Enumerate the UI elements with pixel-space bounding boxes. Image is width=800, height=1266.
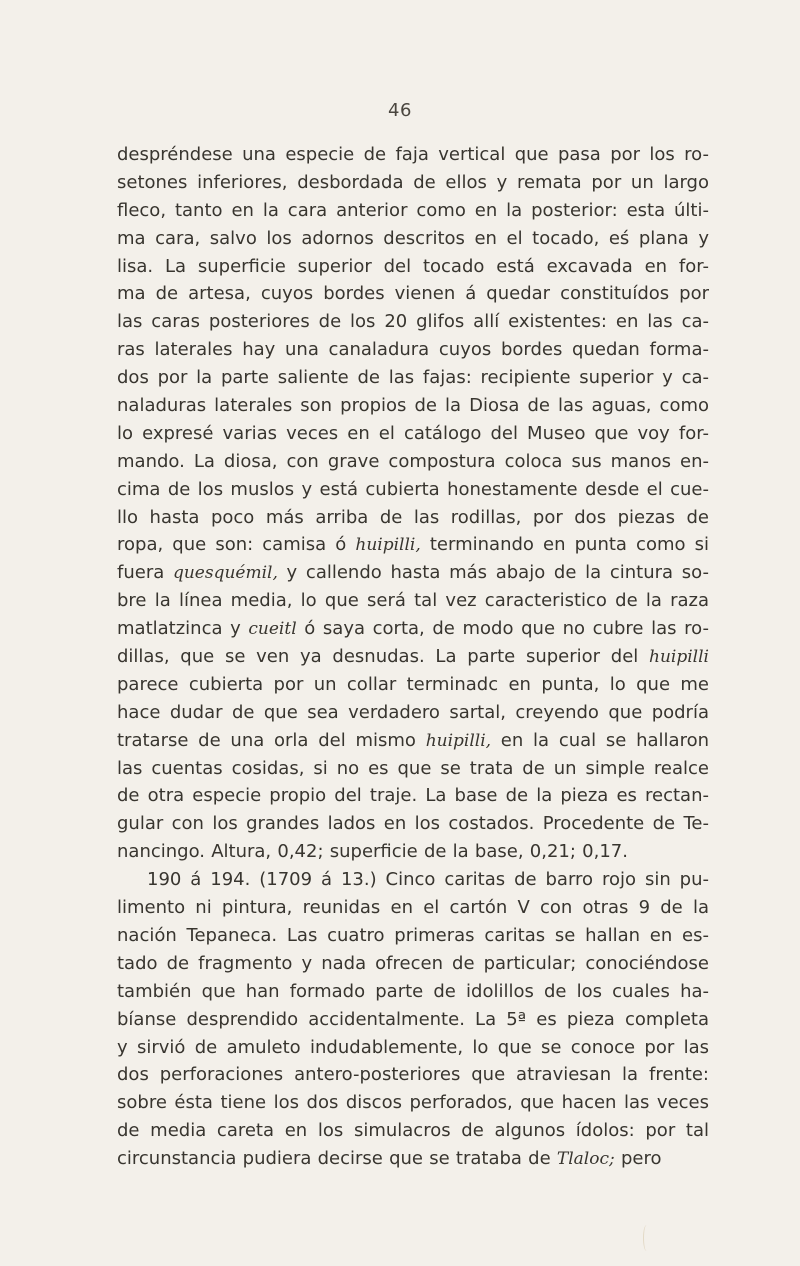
text-span: terminando en punta como si [420, 534, 709, 556]
text-span: fleco, tanto en la cara anterior como en la posterior: esta últi- [117, 199, 709, 221]
text-span: despréndese una especie de faja vertical que pasa por los ro- [117, 144, 709, 165]
text-line [117, 922, 709, 950]
text-line [117, 531, 709, 559]
text-span: las caras posteriores de los 20 glifos allí existentes: en las ca- [117, 311, 709, 333]
text-line [117, 364, 709, 392]
text-line [117, 1006, 709, 1034]
paper-stain [643, 1225, 650, 1251]
text-span: en la cual se hallaron [491, 729, 709, 751]
italic-term: huipilli, [355, 535, 421, 556]
text-line [117, 699, 709, 727]
text-span: ma de artesa, cuyos bordes vienen á quedar constituídos por [117, 283, 709, 305]
text-span: 190 á 194. (1709 á 13.) Cinco caritas de barro rojo sin pu- [147, 869, 709, 891]
text-span: lisa. La superficie superior del tocado está excavada en for- [117, 255, 709, 277]
text-span: dillas, que se ven ya desnudas. La parte superior del [117, 646, 650, 668]
italic-term: huipilli [649, 647, 709, 668]
text-line [117, 1145, 709, 1173]
text-span: gular con los grandes lados en los costados. Procedente de Te- [117, 813, 709, 835]
text-span: las cuentas cosidas, si no es que se trata de un simple realce [117, 757, 709, 779]
text-line [117, 838, 709, 866]
text-line [117, 504, 709, 532]
text-line [117, 587, 709, 615]
text-line [117, 782, 709, 810]
text-span: circunstancia pudiera decirse que se trataba de [117, 1148, 557, 1170]
text-line [117, 1061, 709, 1089]
text-span: lo expresé varias veces en el catálogo del Museo que voy for- [117, 422, 709, 444]
text-line [117, 978, 709, 1006]
italic-term: quesquémil, [172, 563, 278, 584]
text-line [117, 448, 709, 476]
text-span: de media careta en los simulacros de algunos ídolos: por tal [117, 1120, 709, 1142]
text-span: tado de fragmento y nada ofrecen de particular; conociéndose [117, 952, 709, 974]
text-line [117, 253, 709, 281]
text-span: ma cara, salvo los adornos descritos en el tocado, eś plana y [117, 227, 709, 249]
text-line [117, 755, 709, 783]
text-span: dos por la parte saliente de las fajas: recipiente superior y ca- [117, 367, 709, 389]
text-line [117, 559, 709, 587]
text-line [117, 476, 709, 504]
text-line [117, 1117, 709, 1145]
text-line [117, 950, 709, 978]
text-span: dos perforaciones antero-posteriores que atraviesan la frente: [117, 1064, 709, 1086]
text-line [117, 392, 709, 420]
text-span: cima de los muslos y está cubierta honestamente desde el cue- [117, 478, 709, 500]
text-span: bíanse desprendido accidentalmente. La 5ª es pieza completa [117, 1008, 709, 1030]
text-span: ó saya corta, de modo que no cubre las ro- [296, 618, 709, 640]
text-span: y callendo hasta más abajo de la cintura so- [277, 562, 709, 584]
text-line [117, 615, 709, 643]
text-line [117, 671, 709, 699]
text-span: llo hasta poco más arriba de las rodillas, por dos piezas de [117, 506, 709, 528]
text-span: parece cubierta por un collar terminadc en punta, lo que me [117, 673, 709, 695]
text-line [117, 1034, 709, 1062]
text-line [117, 169, 709, 197]
text-line [117, 336, 709, 364]
text-span: naladuras laterales son propios de la Diosa de las aguas, como [117, 395, 709, 417]
text-span: matlatzinca y [117, 618, 249, 640]
text-span: setones inferiores, desbordada de ellos y remata por un largo [117, 171, 709, 193]
text-line [117, 1089, 709, 1117]
text-span: también que han formado parte de idolillos de los cuales ha- [117, 980, 709, 1002]
text-span: bre la línea media, lo que será tal vez caracteristico de la raza [117, 590, 709, 612]
text-span: nación Tepaneca. Las cuatro primeras caritas se hallan en es- [117, 924, 709, 946]
text-line [117, 280, 709, 308]
body-text [117, 141, 709, 1173]
text-span: ropa, que son: camisa ó [117, 534, 356, 556]
text-span: limento ni pintura, reunidas en el cartón V con otras 9 de la [117, 897, 709, 919]
text-span: y sirvió de amuleto indudablemente, lo que se conoce por las [117, 1036, 709, 1058]
text-line [117, 727, 709, 755]
text-span: fuera [117, 562, 173, 584]
page-number: 46 [388, 100, 412, 121]
italic-term: huipilli, [425, 730, 492, 751]
text-span: ras laterales hay una canaladura cuyos bordes quedan forma- [117, 339, 709, 361]
text-line [117, 197, 709, 225]
text-line [117, 643, 709, 671]
text-line [117, 420, 709, 448]
italic-term: cueitl [248, 619, 297, 640]
text-span: nancingo. Altura, 0,42; superficie de la base, 0,21; 0,17. [117, 841, 628, 863]
italic-term: Tlaloc; [556, 1149, 615, 1170]
text-span: de otra especie propio del traje. La base de la pieza es rectan- [117, 785, 709, 807]
text-line [117, 225, 709, 253]
text-line [117, 141, 709, 169]
text-span: sobre ésta tiene los dos discos perforados, que hacen las veces [117, 1092, 709, 1114]
text-line [117, 308, 709, 336]
text-span: pero [614, 1148, 662, 1170]
text-span: hace dudar de que sea verdadero sartal, creyendo que podría [117, 701, 709, 723]
text-span: mando. La diosa, con grave compostura coloca sus manos en- [117, 450, 709, 472]
text-line [117, 894, 709, 922]
text-line [117, 810, 709, 838]
text-line [117, 866, 709, 894]
text-span: tratarse de una orla del mismo [117, 729, 426, 751]
